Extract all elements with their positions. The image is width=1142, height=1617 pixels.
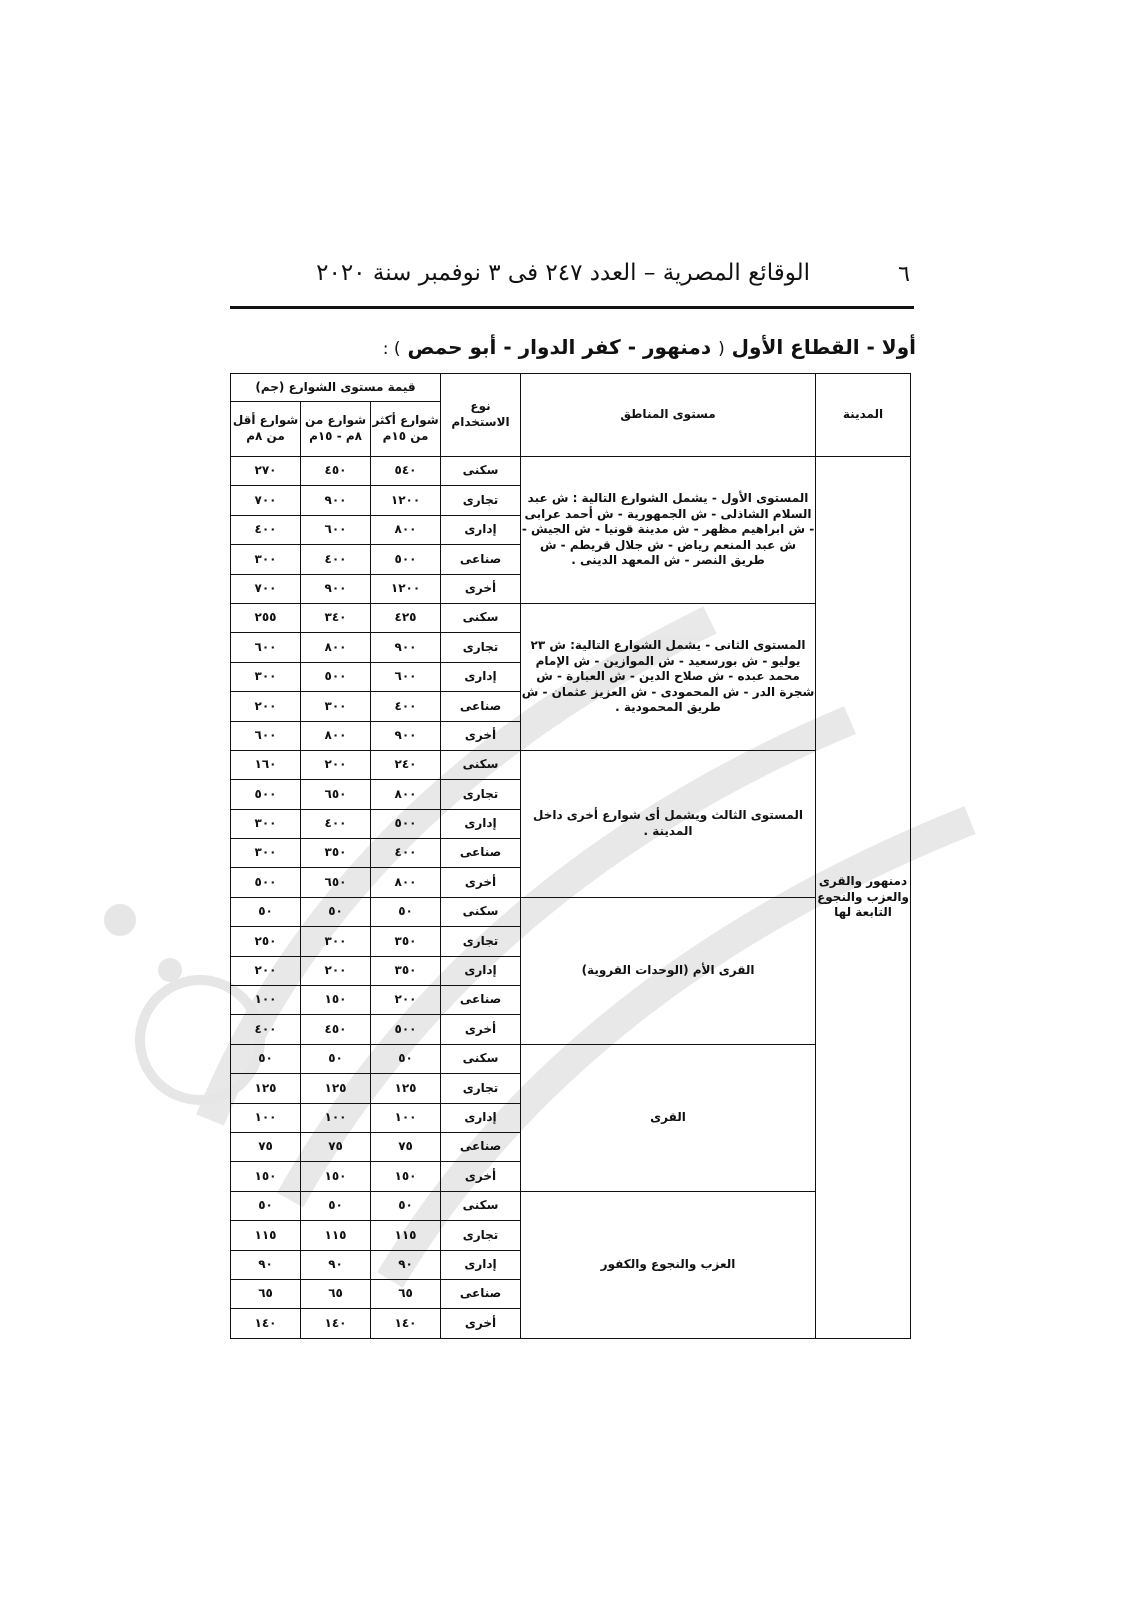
- use-type-cell: تجارى: [441, 633, 521, 662]
- value-8-15m: ٤٠٠: [301, 545, 371, 574]
- zone-level-cell: المستوى الأول - يشمل الشوارع التالية : ش عبد السلام الشاذلى - ش الجمهورية - ش أحمد عرابى - ش ابراهيم مظهر - ش مدينة قونيا - ش الجيش - ش عبد المنعم رياض - ش جلال قريطم - ش طريق النصر - ش المعهد الدينى .: [521, 457, 816, 604]
- page-header: [230, 260, 910, 300]
- value-8-15m: ٢٠٠: [301, 750, 371, 779]
- value-less-8m: ١٢٥: [231, 1074, 301, 1103]
- value-8-15m: ٤٠٠: [301, 809, 371, 838]
- use-type-cell: أخرى: [441, 574, 521, 603]
- value-less-8m: ٣٠٠: [231, 545, 301, 574]
- value-more-15m: ١٤٠: [371, 1309, 441, 1338]
- table-row: [231, 897, 911, 926]
- table-row: [231, 1044, 911, 1073]
- value-more-15m: ٨٠٠: [371, 515, 441, 544]
- value-less-8m: ٢٧٠: [231, 457, 301, 486]
- value-less-8m: ٦٥: [231, 1279, 301, 1308]
- value-8-15m: ١٠٠: [301, 1103, 371, 1132]
- use-type-cell: سكنى: [441, 1044, 521, 1073]
- use-type-cell: تجارى: [441, 780, 521, 809]
- value-less-8m: ٥٠: [231, 1191, 301, 1220]
- use-type-cell: إدارى: [441, 662, 521, 691]
- gazette-title: الوقائع المصرية – العدد ٢٤٧ فى ٣ نوفمبر سنة ٢٠٢٠: [316, 260, 810, 286]
- value-less-8m: ١٦٠: [231, 750, 301, 779]
- value-more-15m: ٥٠٠: [371, 809, 441, 838]
- value-less-8m: ٦٠٠: [231, 721, 301, 750]
- value-8-15m: ٨٠٠: [301, 721, 371, 750]
- value-less-8m: ٥٠٠: [231, 868, 301, 897]
- value-8-15m: ١٢٥: [301, 1074, 371, 1103]
- header-less-8m: شوارع أقل من ٨م: [231, 402, 301, 457]
- header-level: مستوى المناطق: [521, 374, 816, 457]
- value-less-8m: ٥٠: [231, 897, 301, 926]
- value-8-15m: ١٥٠: [301, 1162, 371, 1191]
- value-8-15m: ٥٠: [301, 1191, 371, 1220]
- value-8-15m: ٦٥: [301, 1279, 371, 1308]
- use-type-cell: إدارى: [441, 1250, 521, 1279]
- value-8-15m: ٥٠: [301, 1044, 371, 1073]
- table-row: [231, 1191, 911, 1220]
- value-more-15m: ٥٠: [371, 1044, 441, 1073]
- value-less-8m: ٣٠٠: [231, 809, 301, 838]
- value-8-15m: ٦٥٠: [301, 868, 371, 897]
- value-more-15m: ١٢٥: [371, 1074, 441, 1103]
- use-type-cell: سكنى: [441, 603, 521, 632]
- use-type-cell: صناعى: [441, 692, 521, 721]
- value-more-15m: ١١٥: [371, 1221, 441, 1250]
- use-type-cell: صناعى: [441, 1279, 521, 1308]
- page-number: ٦: [898, 262, 910, 287]
- value-8-15m: ٣٤٠: [301, 603, 371, 632]
- value-8-15m: ٣٥٠: [301, 839, 371, 868]
- value-less-8m: ٩٠: [231, 1250, 301, 1279]
- value-less-8m: ١٠٠: [231, 1103, 301, 1132]
- value-more-15m: ١٢٠٠: [371, 486, 441, 515]
- value-more-15m: ٩٠: [371, 1250, 441, 1279]
- value-more-15m: ٢٠٠: [371, 986, 441, 1015]
- value-less-8m: ٢٥٠: [231, 927, 301, 956]
- value-more-15m: ٤٠٠: [371, 839, 441, 868]
- table-row: [231, 603, 911, 632]
- use-type-cell: إدارى: [441, 1103, 521, 1132]
- value-less-8m: ٧٠٠: [231, 486, 301, 515]
- use-type-cell: صناعى: [441, 1132, 521, 1161]
- value-more-15m: ٤٠٠: [371, 692, 441, 721]
- value-less-8m: ٣٠٠: [231, 662, 301, 691]
- value-less-8m: ٥٠: [231, 1044, 301, 1073]
- value-more-15m: ٦٠٠: [371, 662, 441, 691]
- value-8-15m: ٧٥: [301, 1132, 371, 1161]
- section-heading-main: أولا - القطاع الأول: [731, 335, 916, 359]
- value-8-15m: ٨٠٠: [301, 633, 371, 662]
- value-more-15m: ٥٠: [371, 897, 441, 926]
- header-use-type: نوع الاستخدام: [441, 374, 521, 457]
- use-type-cell: أخرى: [441, 1015, 521, 1044]
- section-heading-paren-close: ) :: [382, 339, 401, 359]
- value-less-8m: ٥٠٠: [231, 780, 301, 809]
- use-type-cell: تجارى: [441, 1221, 521, 1250]
- value-less-8m: ١٥٠: [231, 1162, 301, 1191]
- table-row: [231, 750, 911, 779]
- value-more-15m: ٨٠٠: [371, 868, 441, 897]
- header-more-15m: شوارع أكثر من ١٥م: [371, 402, 441, 457]
- street-values-table: [230, 373, 911, 1339]
- value-8-15m: ١٤٠: [301, 1309, 371, 1338]
- use-type-cell: تجارى: [441, 1074, 521, 1103]
- table-body: [231, 457, 911, 1339]
- value-8-15m: ٣٠٠: [301, 692, 371, 721]
- header-city: المدينة: [816, 374, 911, 457]
- value-more-15m: ٤٢٥: [371, 603, 441, 632]
- value-less-8m: ٢٠٠: [231, 956, 301, 985]
- use-type-cell: إدارى: [441, 809, 521, 838]
- zone-level-cell: المستوى الثالث ويشمل أى شوارع أخرى داخل المدينة .: [521, 750, 816, 897]
- use-type-cell: إدارى: [441, 515, 521, 544]
- value-less-8m: ١٠٠: [231, 986, 301, 1015]
- value-8-15m: ٦٠٠: [301, 515, 371, 544]
- value-less-8m: ١٤٠: [231, 1309, 301, 1338]
- section-heading-paren-open: (: [718, 339, 725, 359]
- value-8-15m: ٥٠: [301, 897, 371, 926]
- value-more-15m: ١٠٠: [371, 1103, 441, 1132]
- value-more-15m: ١٢٠٠: [371, 574, 441, 603]
- value-8-15m: ٥٠٠: [301, 662, 371, 691]
- value-more-15m: ٣٥٠: [371, 927, 441, 956]
- use-type-cell: أخرى: [441, 721, 521, 750]
- value-less-8m: ٦٠٠: [231, 633, 301, 662]
- use-type-cell: صناعى: [441, 986, 521, 1015]
- zone-level-cell: المستوى الثانى - يشمل الشوارع التالية: ش ٢٣ يوليو - ش بورسعيد - ش الموازين - ش الإمام محمد عبده - ش صلاح الدين - ش العبارة - ش شجرة الدر - ش المحمودى - ش العزيز عثمان - ش طريق المحمودية .: [521, 603, 816, 750]
- header-8-15m: شوارع من ٨م - ١٥م: [301, 402, 371, 457]
- zone-level-cell: القرى: [521, 1044, 816, 1191]
- value-more-15m: ٥٠: [371, 1191, 441, 1220]
- value-more-15m: ١٥٠: [371, 1162, 441, 1191]
- value-more-15m: ٥٠٠: [371, 545, 441, 574]
- value-less-8m: ١١٥: [231, 1221, 301, 1250]
- use-type-cell: أخرى: [441, 1162, 521, 1191]
- value-8-15m: ٩٠٠: [301, 574, 371, 603]
- use-type-cell: تجارى: [441, 927, 521, 956]
- header-value-group: قيمة مستوى الشوارع (جم): [231, 374, 441, 402]
- value-8-15m: ٤٥٠: [301, 457, 371, 486]
- value-more-15m: ٢٤٠: [371, 750, 441, 779]
- city-cell: دمنهور والقرى والعزب والنجوع التابعة لها: [816, 457, 911, 1339]
- value-less-8m: ٣٠٠: [231, 839, 301, 868]
- use-type-cell: أخرى: [441, 1309, 521, 1338]
- use-type-cell: صناعى: [441, 839, 521, 868]
- value-8-15m: ١٥٠: [301, 986, 371, 1015]
- value-less-8m: ٧٥: [231, 1132, 301, 1161]
- value-8-15m: ٩٠: [301, 1250, 371, 1279]
- use-type-cell: أخرى: [441, 868, 521, 897]
- use-type-cell: سكنى: [441, 897, 521, 926]
- table-row: [231, 457, 911, 486]
- use-type-cell: سكنى: [441, 457, 521, 486]
- use-type-cell: سكنى: [441, 1191, 521, 1220]
- value-more-15m: ٥٤٠: [371, 457, 441, 486]
- value-8-15m: ٩٠٠: [301, 486, 371, 515]
- value-less-8m: ٤٠٠: [231, 515, 301, 544]
- header-rule: [230, 306, 914, 309]
- use-type-cell: تجارى: [441, 486, 521, 515]
- use-type-cell: سكنى: [441, 750, 521, 779]
- value-more-15m: ٣٥٠: [371, 956, 441, 985]
- use-type-cell: صناعى: [441, 545, 521, 574]
- use-type-cell: إدارى: [441, 956, 521, 985]
- section-heading: [383, 335, 916, 359]
- value-less-8m: ٢٥٥: [231, 603, 301, 632]
- zone-level-cell: العزب والنجوع والكفور: [521, 1191, 816, 1338]
- value-less-8m: ٢٠٠: [231, 692, 301, 721]
- value-8-15m: ٦٥٠: [301, 780, 371, 809]
- value-less-8m: ٤٠٠: [231, 1015, 301, 1044]
- value-more-15m: ٦٥: [371, 1279, 441, 1308]
- zone-level-cell: القرى الأم (الوحدات القروية): [521, 897, 816, 1044]
- value-8-15m: ٢٠٠: [301, 956, 371, 985]
- value-more-15m: ٩٠٠: [371, 633, 441, 662]
- value-8-15m: ٤٥٠: [301, 1015, 371, 1044]
- section-heading-places: دمنهور - كفر الدوار - أبو حمص: [407, 335, 712, 359]
- value-more-15m: ٧٥: [371, 1132, 441, 1161]
- value-more-15m: ٥٠٠: [371, 1015, 441, 1044]
- value-less-8m: ٧٠٠: [231, 574, 301, 603]
- value-more-15m: ٨٠٠: [371, 780, 441, 809]
- value-8-15m: ٣٠٠: [301, 927, 371, 956]
- value-8-15m: ١١٥: [301, 1221, 371, 1250]
- value-more-15m: ٩٠٠: [371, 721, 441, 750]
